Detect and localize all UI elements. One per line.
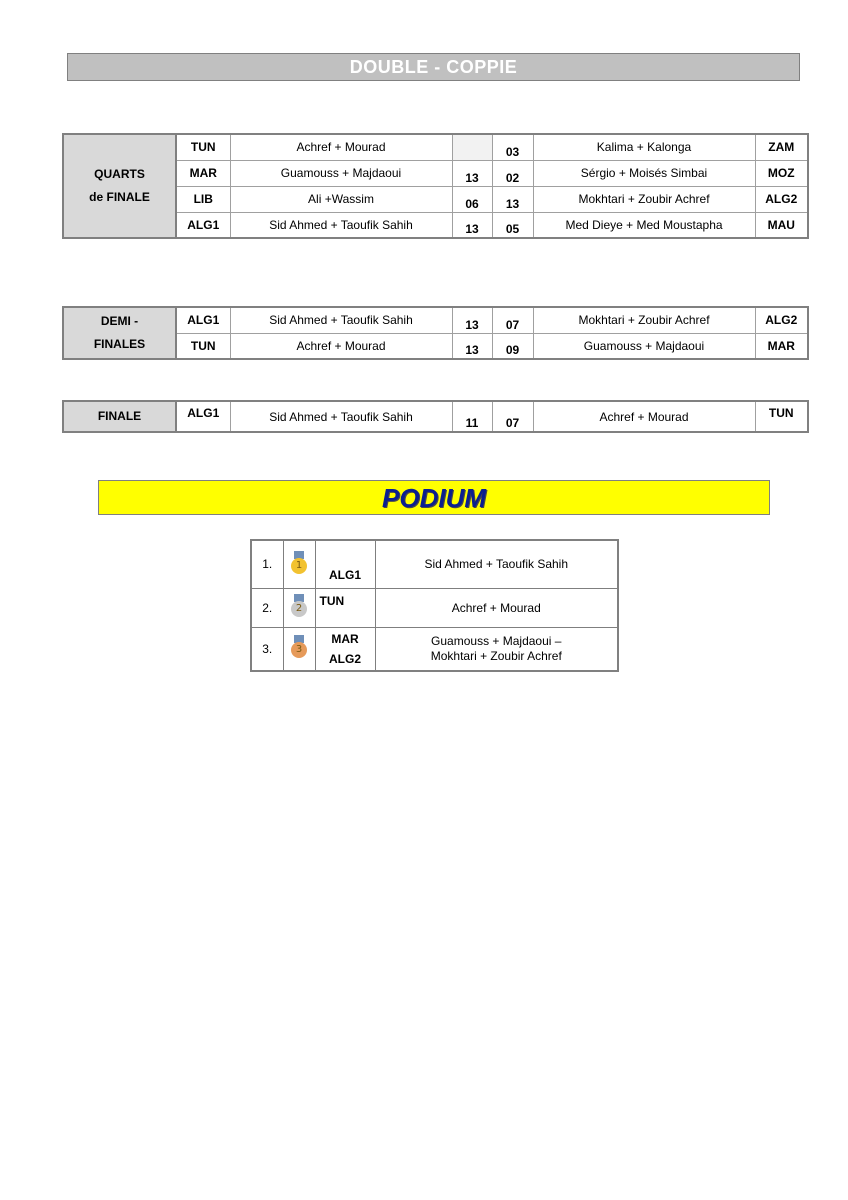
team2-players: Achref + Mourad (533, 401, 755, 432)
final-table (62, 400, 809, 433)
team1-players: Ali +Wassim (230, 186, 452, 212)
team1-score: 13 (452, 333, 492, 359)
team1-players: Sid Ahmed + Taoufik Sahih (230, 307, 452, 333)
team1-players: Achref + Mourad (230, 134, 452, 160)
team2-players: Sérgio + Moisés Simbai (533, 160, 755, 186)
round-label-semi-finals: DEMI - FINALES (63, 307, 176, 359)
team-players: Guamouss + Majdaoui – Mokhtari + Zoubir Achref (375, 627, 618, 671)
team2-code: TUN (755, 401, 808, 432)
team1-code: ALG1 (176, 307, 230, 333)
rank-label: 3. (251, 627, 283, 671)
team2-score: 09 (492, 333, 533, 359)
team1-players: Sid Ahmed + Taoufik Sahih (230, 212, 452, 238)
team1-players: Achref + Mourad (230, 333, 452, 359)
team-code: MAR (331, 631, 359, 646)
team1-code: TUN (176, 333, 230, 359)
page-title: DOUBLE - COPPIE (67, 53, 800, 81)
team2-players: Guamouss + Majdaoui (533, 333, 755, 359)
team2-code: MAR (755, 333, 808, 359)
podium-title: PODIUM (382, 483, 486, 513)
team-codes (315, 627, 375, 671)
team1-score: 13 (452, 307, 492, 333)
team2-code: MOZ (755, 160, 808, 186)
team2-code: ALG2 (755, 186, 808, 212)
medal-cell (283, 540, 315, 588)
team2-code: ZAM (755, 134, 808, 160)
team1-code: MAR (176, 160, 230, 186)
team2-score: 02 (492, 160, 533, 186)
team1-players: Sid Ahmed + Taoufik Sahih (230, 401, 452, 432)
podium-banner (98, 480, 770, 515)
team2-score: 07 (492, 401, 533, 432)
team1-code: ALG1 (176, 212, 230, 238)
team1-score: 06 (452, 186, 492, 212)
team1-code: ALG1 (176, 401, 230, 432)
rank-label: 1. (251, 540, 283, 588)
team2-players: Kalima + Kalonga (533, 134, 755, 160)
team2-score: 07 (492, 307, 533, 333)
gold-medal-icon: 1 (291, 551, 307, 575)
team-code: ALG1 (315, 540, 375, 588)
team1-score: 11 (452, 401, 492, 432)
bronze-medal-icon: 3 (291, 635, 307, 659)
team-players: Achref + Mourad (375, 588, 618, 627)
quarter-finals-table (62, 133, 809, 239)
team2-score: 05 (492, 212, 533, 238)
team1-players: Guamouss + Majdaoui (230, 160, 452, 186)
team-players: Sid Ahmed + Taoufik Sahih (375, 540, 618, 588)
team-code: ALG2 (328, 651, 361, 666)
team1-code: TUN (176, 134, 230, 160)
team1-score (452, 134, 492, 160)
team1-code: LIB (176, 186, 230, 212)
round-label-final: FINALE (63, 401, 176, 432)
rank-label: 2. (251, 588, 283, 627)
semi-finals-table (62, 306, 809, 360)
team2-score: 03 (492, 134, 533, 160)
team2-code: ALG2 (755, 307, 808, 333)
team2-score: 13 (492, 186, 533, 212)
team-code: TUN (315, 588, 375, 627)
team2-players: Mokhtari + Zoubir Achref (533, 307, 755, 333)
team1-score: 13 (452, 160, 492, 186)
team2-players: Mokhtari + Zoubir Achref (533, 186, 755, 212)
team2-code: MAU (755, 212, 808, 238)
team1-score: 13 (452, 212, 492, 238)
podium-table (250, 539, 619, 672)
medal-cell (283, 627, 315, 671)
medal-cell (283, 588, 315, 627)
team2-players: Med Dieye + Med Moustapha (533, 212, 755, 238)
round-label-quarter-finals: QUARTS de FINALE (63, 134, 176, 238)
silver-medal-icon: 2 (291, 594, 307, 618)
